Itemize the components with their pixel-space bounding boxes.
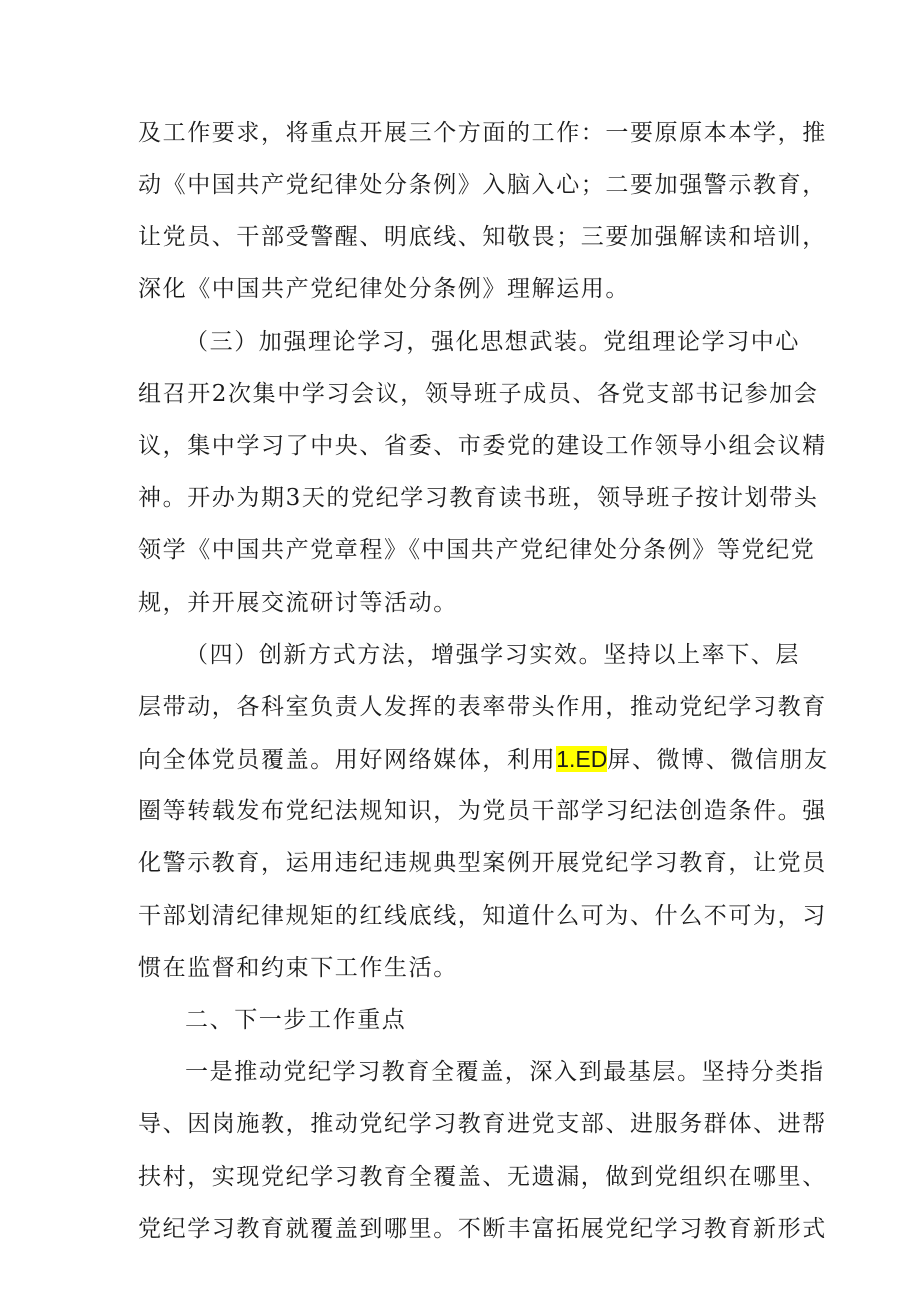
text-line: 惯在监督和约束下工作生活。 (138, 955, 458, 981)
text-segment: 向全体党员覆盖。用好网络媒体，利用 (138, 747, 557, 773)
text-segment: 屏、微博、微信朋友 (607, 747, 829, 773)
section-heading-4: （四）创新方式方法，增强学习实效。坚持以上率下、层 (185, 642, 800, 668)
text-line: 扶村，实现党纪学习教育全覆盖、无遗漏，做到党组织在哪里、 (138, 1164, 827, 1190)
section-heading-next-steps: 二、下一步工作重点 (185, 1007, 407, 1033)
text-line: 领学《中国共产党章程》《中国共产党纪律处分条例》等党纪党 (138, 537, 816, 563)
text-line: 圈等转载发布党纪法规知识，为党员干部学习纪法创造条件。强 (138, 798, 827, 824)
text-line: 让党员、干部受警醒、明底线、知敬畏；三要加强解读和培训， (138, 224, 827, 250)
text-line: 议，集中学习了中央、省委、市委党的建设工作领导小组会议精 (138, 433, 827, 459)
text-line: 规，并开展交流研讨等活动。 (138, 590, 458, 616)
text-line: 动《中国共产党纪律处分条例》入脑入心；二要加强警示教育， (138, 172, 827, 198)
paragraph-first-line: 一是推动党纪学习教育全覆盖，深入到最基层。坚持分类指 (185, 1059, 825, 1085)
text-line-with-highlight (138, 741, 829, 777)
section-heading-3: （三）加强理论学习，强化思想武装。党组理论学习中心 (185, 329, 800, 355)
text-line: 及工作要求，将重点开展三个方面的工作：一要原原本本学，推 (138, 120, 827, 146)
text-line: 导、因岗施教，推动党纪学习教育进党支部、进服务群体、进帮 (138, 1111, 827, 1137)
text-line: 党纪学习教育就覆盖到哪里。不断丰富拓展党纪学习教育新形式 (138, 1216, 827, 1242)
highlighted-text: 1.ED (556, 746, 608, 772)
text-line: 神。开办为期3天的党纪学习教育读书班，领导班子按计划带头 (138, 485, 819, 511)
text-line: 组召开2次集中学习会议，领导班子成员、各党支部书记参加会 (138, 381, 819, 407)
text-line: 层带动，各科室负责人发挥的表率带头作用，推动党纪学习教育 (138, 694, 827, 720)
text-line: 化警示教育，运用违纪违规典型案例开展党纪学习教育，让党员 (138, 850, 827, 876)
text-line: 干部划清纪律规矩的红线底线，知道什么可为、什么不可为，习 (138, 903, 827, 929)
text-line: 深化《中国共产党纪律处分条例》理解运用。 (138, 276, 630, 302)
